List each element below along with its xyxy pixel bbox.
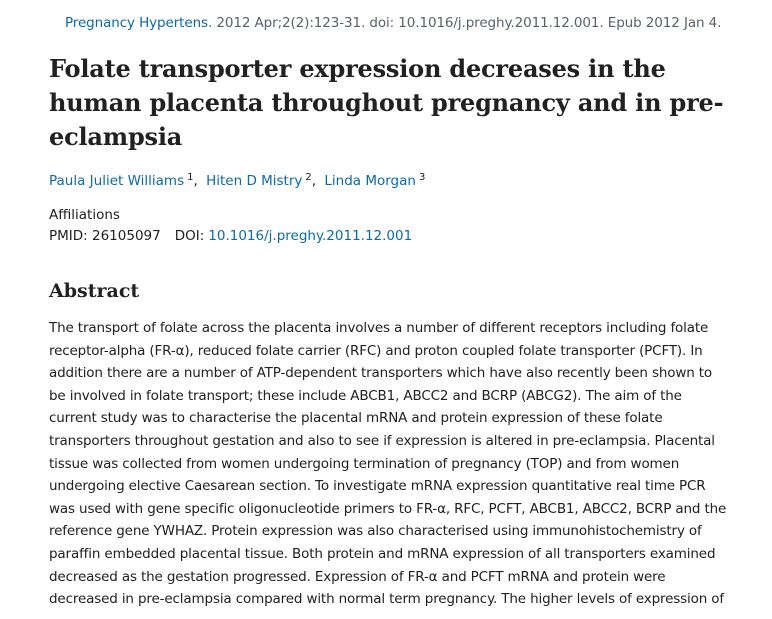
journal-link[interactable]: Pregnancy Hypertens. [65, 15, 213, 31]
author-separator: , [193, 173, 198, 189]
citation-details: 2012 Apr;2(2):123-31. doi: 10.1016/j.preghy.2011.12.001. Epub 2012 Jan 4. [212, 15, 722, 31]
author-link[interactable]: Hiten D Mistry [206, 173, 303, 189]
doi-link[interactable]: 10.1016/j.preghy.2011.12.001 [208, 228, 413, 244]
abstract-line: be involved in folate transport; these include ABCB1, ABCC2 and BCRP (ABCG2). The aim of the [49, 387, 682, 404]
abstract-line: addition there are a number of ATP-dependent transporters which have also recently been shown to [49, 365, 713, 382]
citation-line [65, 15, 721, 31]
abstract-line: The transport of folate across the placenta involves a number of different receptors including folate [49, 320, 709, 336]
abstract-line: transporters throughout gestation and also to see if expression is altered in pre-eclampsia. Placental [49, 432, 715, 449]
affiliations-toggle[interactable]: Affiliations [49, 207, 120, 223]
article-title: Folate transporter expression decreases in the human placenta throughout pregnancy and in pre-eclampsia [49, 54, 724, 151]
article-identifiers [49, 228, 412, 244]
abstract-body [49, 317, 733, 611]
abstract-line: was used with gene specific oligonucleotide primers to FR-α, RFC, PCFT, ABCB1, ABCC2, BCRP and the [49, 500, 727, 517]
abstract-line: decreased in pre-eclampsia compared with normal term pregnancy. The higher levels of expression of [49, 591, 725, 608]
abstract-line: undergoing elective Caesarean section. To investigate mRNA expression quantitative real time PCR [49, 478, 706, 495]
pmid: PMID: 26105097 [49, 228, 161, 244]
abstract-line: decreased as the gestation progressed. Expression of FR-α and PCFT mRNA and protein were [49, 568, 666, 585]
author-affiliation-number[interactable]: 3 [418, 172, 426, 183]
abstract-line: reference gene YWHAZ. Protein expression was also characterised using immunohistochemistry of [49, 523, 702, 540]
author-affiliation-number[interactable]: 2 [305, 172, 312, 183]
author-link[interactable]: Linda Morgan [324, 173, 416, 189]
author-separator: , [311, 173, 317, 189]
author-link[interactable]: Paula Juliet Williams [49, 173, 185, 189]
abstract-line: paraffin embedded placental tissue. Both protein and mRNA expression of all transporters examined [49, 545, 716, 562]
abstract-heading: Abstract [49, 280, 140, 302]
doi-label: DOI: [174, 228, 205, 244]
authors-list [49, 172, 425, 189]
abstract-line: current study was to characterise the placental mRNA and protein expression of these folate [49, 410, 663, 427]
abstract-line: receptor-alpha (FR-α), reduced folate carrier (RFC) and proton coupled folate transporter (PCFT). In [49, 342, 703, 359]
author-affiliation-number[interactable]: 1 [187, 172, 194, 183]
abstract-line: tissue was collected from women undergoing termination of pregnancy (TOP) and from women [49, 455, 680, 472]
